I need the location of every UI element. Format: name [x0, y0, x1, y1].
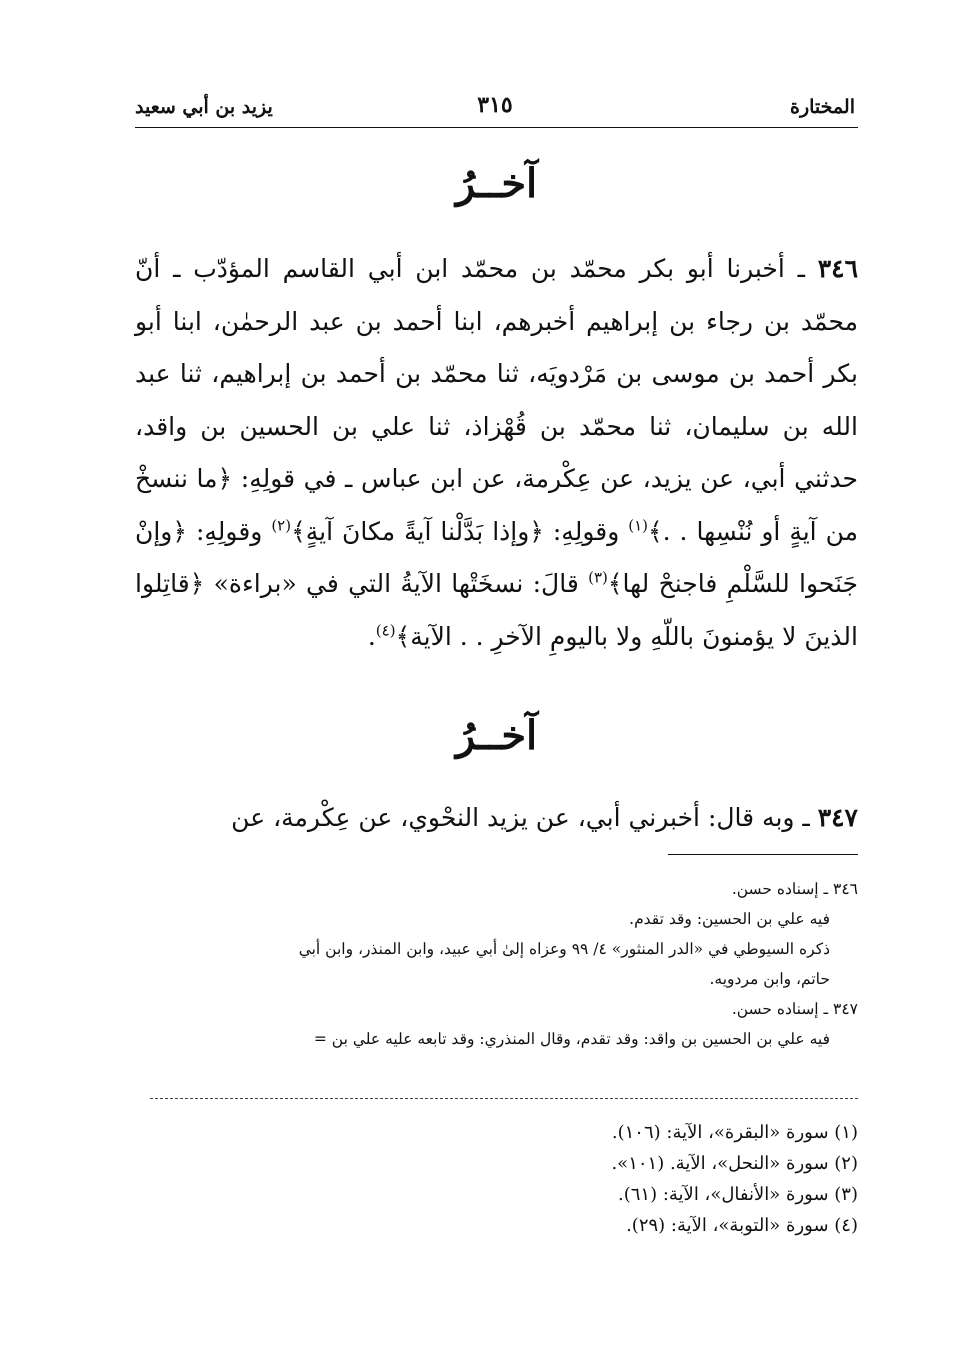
footnote-ref-1: (١)	[628, 516, 649, 535]
running-header	[135, 92, 855, 126]
footnotes-separator	[150, 1098, 858, 1099]
footnote-2: (٢) سورة «النحل»، الآية. (١٠١».	[611, 1153, 858, 1174]
section-heading-346: آخــرُ	[455, 160, 538, 207]
takhrij-notes	[112, 874, 858, 1054]
footnote-1: (١) سورة «البقرة»، الآية: (١٠٦).	[611, 1122, 858, 1143]
hadith-text-346-b: وقولِهِ: ﴿وإذا بَدَّلْنا آيةً مكانَ آيةٍ﴾	[291, 516, 629, 546]
hadith-text-346: ـ أخبرنا أبو بكر محمّد بن محمّد ابن أبي القاسم المؤدّب ـ أنّ محمّد بن رجاء بن إبراهيم أخبرهم، ابنا أحمد بن عبد الرحمٰن، ابنا أبو بكر أحمد بن موسى بن مَرْدويَه، ثنا محمّد بن أحمد بن إبراهيم، ثنا عبد الله بن سليمان، ثنا محمّد بن قُهْزاذ، ثنا علي بن الحسين بن واقد، حدثني أبي، عن يزيد، عن عِكْرمة، عن ابن عباس ـ في قولِهِ: ﴿ما ننسخْ من آيةٍ أو نُنْسِها . .﴾	[135, 254, 859, 546]
footnote-ref-2: (٢)	[271, 516, 292, 535]
hadith-text-347: ـ وبه قال: أخبرني أبي، عن يزيد النحْوي، عن عِكْرمة، عن	[231, 803, 810, 832]
footnote-4: (٤) سورة «التوبة»، الآية: (٢٩).	[626, 1215, 858, 1236]
hadith-347	[135, 792, 858, 845]
book-title: المختارة	[790, 96, 855, 118]
notes-separator	[668, 854, 858, 855]
footnotes	[150, 1117, 858, 1241]
narrator-title: يزيد بن أبي سعيد	[135, 96, 273, 118]
hadith-number-347: ٣٤٧	[817, 803, 858, 832]
note-347-line-1: فيه علي بن الحسين بن واقد: وقد تقدم، وقال المنذري: وقد تابعه عليه علي بن =	[313, 1030, 830, 1048]
note-346-title: ٣٤٦ ـ إسناده حسن.	[731, 880, 858, 898]
footnote-ref-3: (٣)	[588, 568, 608, 587]
hadith-number-346: ٣٤٦	[817, 254, 859, 283]
note-347-title: ٣٤٧ ـ إسناده حسن.	[731, 1000, 858, 1018]
header-rule	[135, 127, 858, 128]
page-number: ٣١٥	[477, 92, 513, 118]
note-346-line-1: فيه علي بن الحسين: وقد تقدم.	[629, 910, 830, 928]
hadith-text-346-c: وقولِهِ: ﴿وإنْ جَنَحوا للسَّلْمِ فاجنحْ لها﴾	[135, 516, 858, 598]
hadith-346	[135, 243, 858, 663]
note-346-line-3: حاتم، وابن مردويه.	[709, 970, 830, 988]
hadith-text-346-e: .	[367, 621, 376, 651]
footnote-3: (٣) سورة «الأنفال»، الآية: (٦١).	[617, 1184, 858, 1205]
note-346-line-2: ذكره السيوطي في «الدر المنثور» ٤/ ٩٩ وعزاه إلىٰ أبي عبيد، وابن المنذر، وابن أبي	[298, 940, 830, 958]
footnote-ref-4: (٤)	[375, 621, 396, 640]
hadith-text-346-d: قالَ: نسخَتْها الآيةُ التي في «براءة» ﴿قاتِلوا الذينَ لا يؤمنونَ باللّهِ ولا باليومِ الآخرِ . . الآية﴾	[135, 569, 858, 651]
section-heading-347: آخــرُ	[455, 712, 538, 759]
